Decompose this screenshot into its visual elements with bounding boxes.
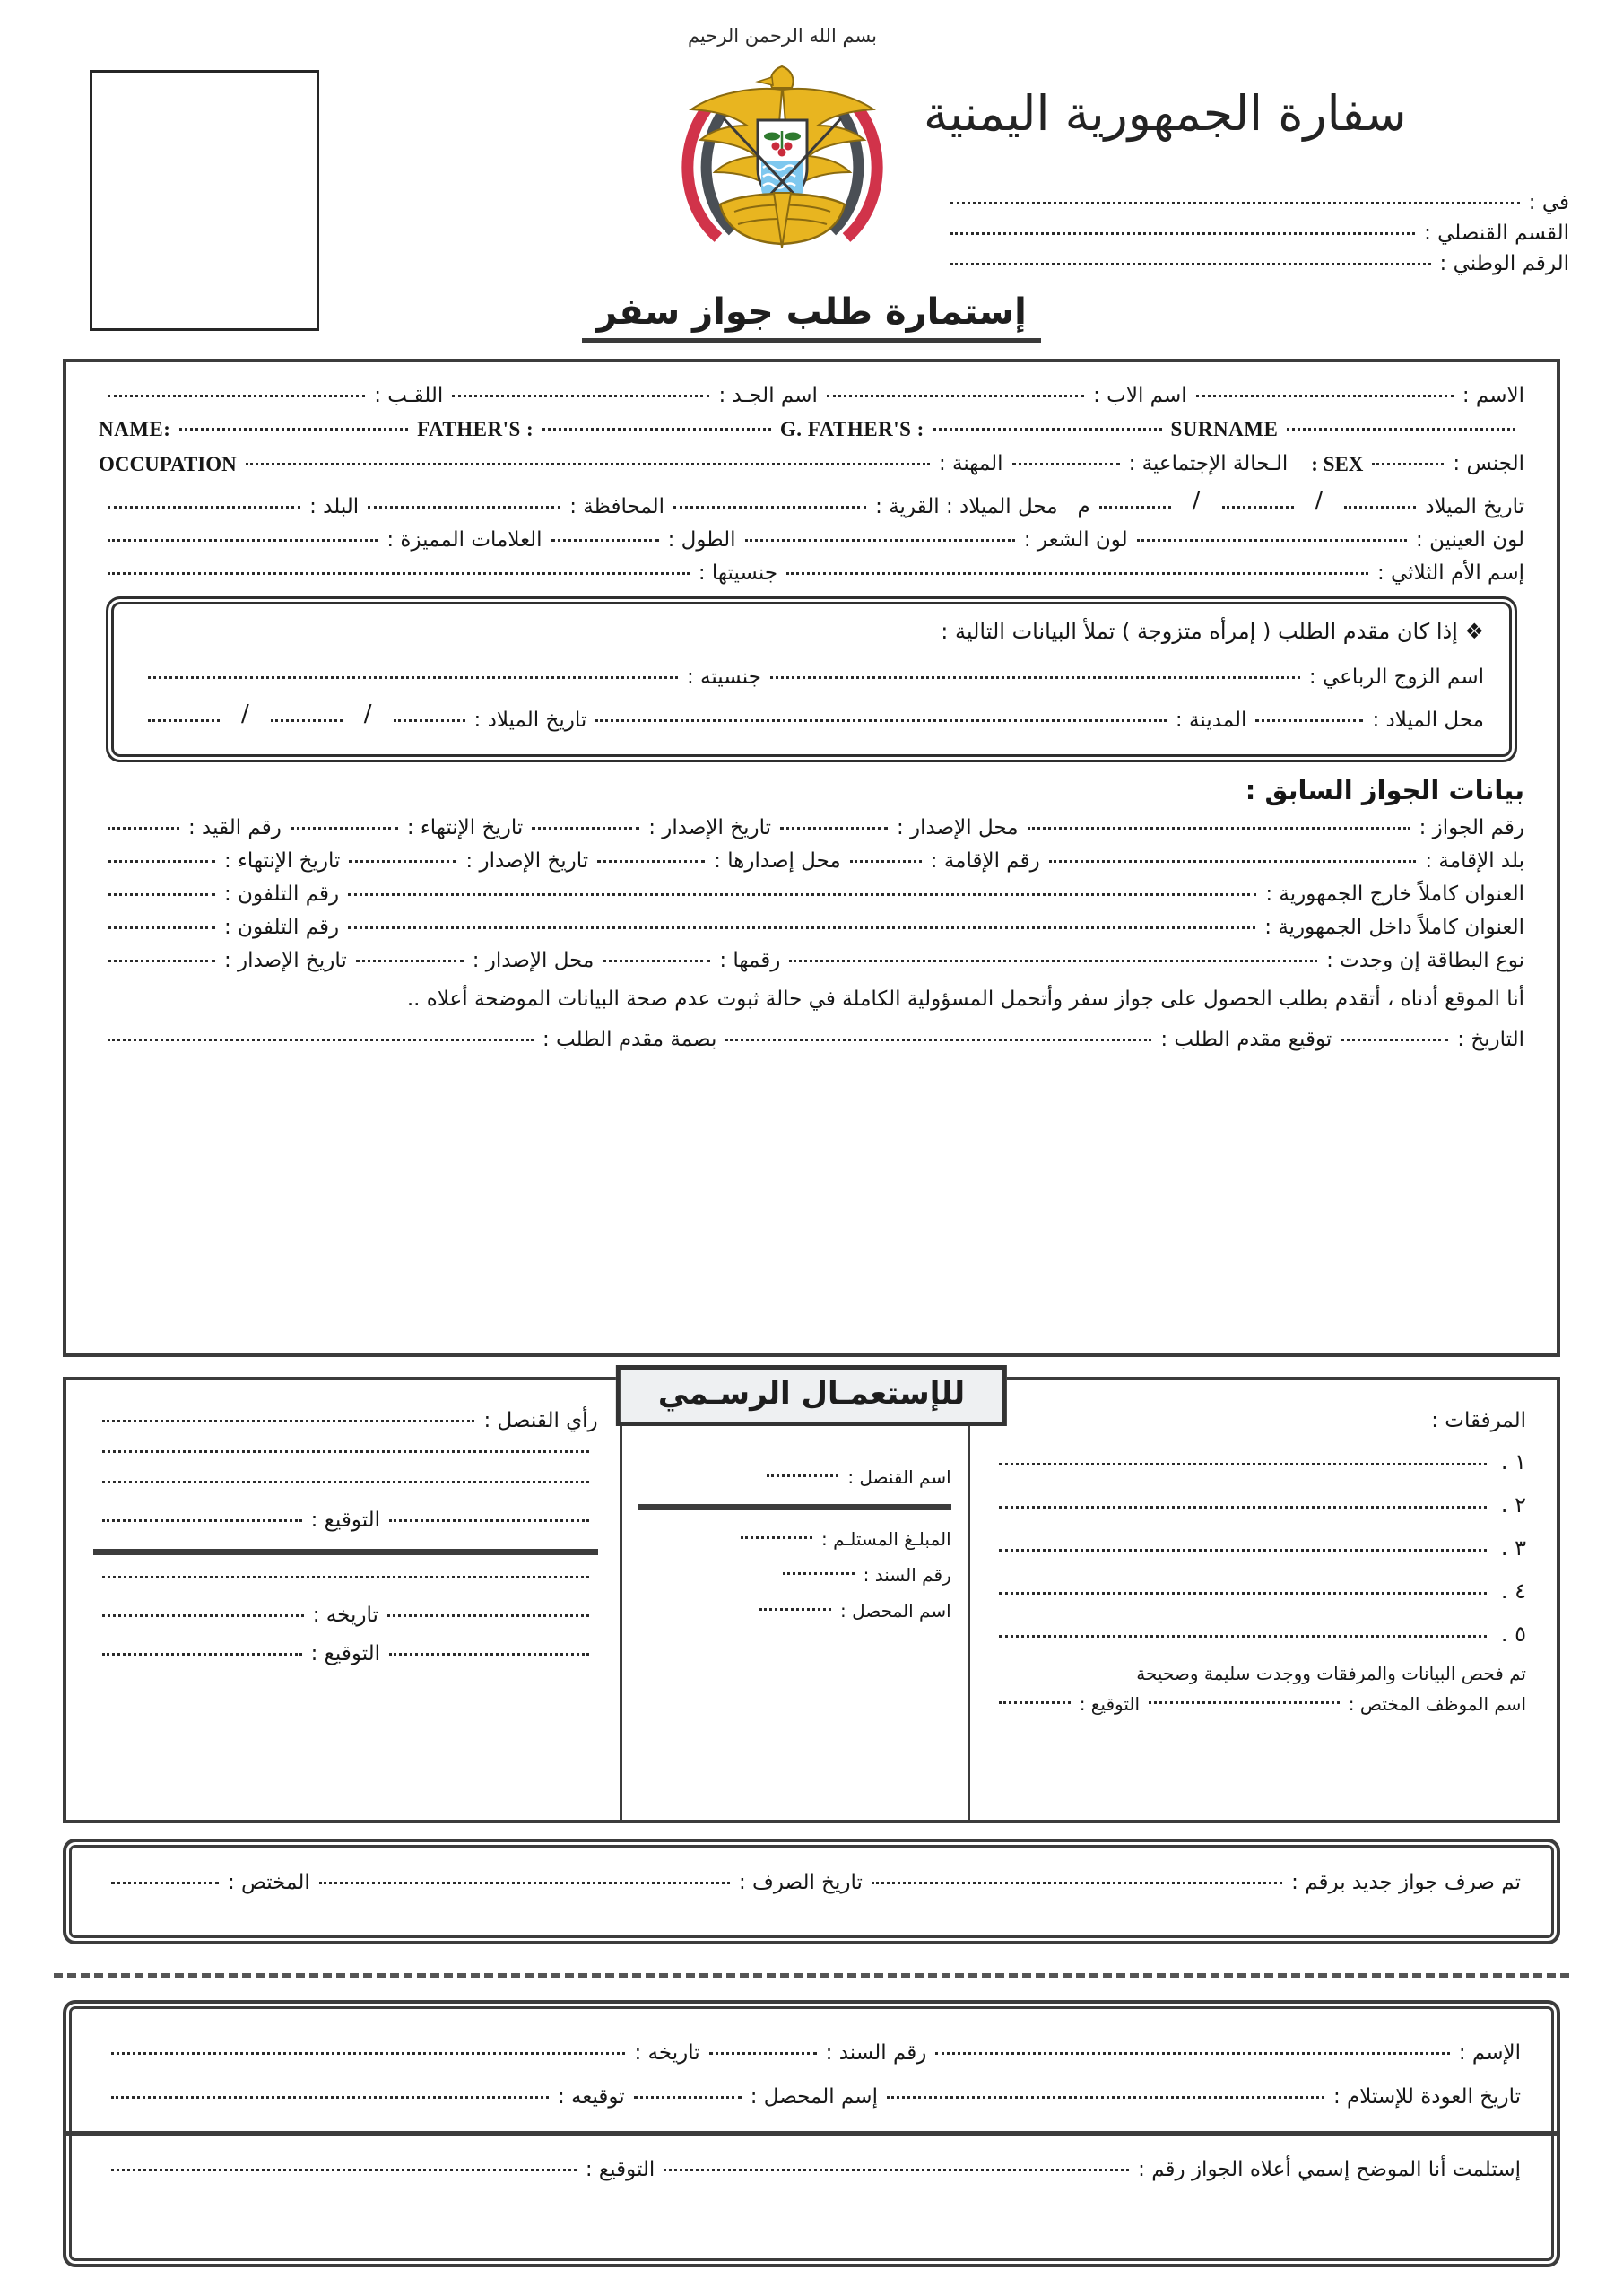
field-spouse-city-line[interactable] <box>595 718 1167 722</box>
field-consul-signature-line[interactable] <box>102 1518 302 1522</box>
attachment-number-3: ٣ . <box>1500 1535 1526 1561</box>
issued-passport-row <box>102 1873 1521 1893</box>
field-father-name-line[interactable] <box>827 394 1084 397</box>
field-father-name-label-en: FATHER'S : <box>417 418 534 440</box>
field-receipt-voucher-date-label: تاريخه : <box>634 2041 700 2065</box>
name-row-english <box>99 419 1524 439</box>
previous-passport-heading: بيانات الجواز السابق : <box>1245 775 1524 805</box>
birth-date-slash-2: / <box>1192 487 1201 514</box>
field-sex-line[interactable] <box>1372 462 1444 465</box>
field-amount-received-label: المبلـغ المستلـم : <box>820 1528 951 1550</box>
field-consul-signature2-label: التوقيع : <box>310 1642 381 1665</box>
spouse-birth-slash-1: / <box>363 700 372 727</box>
field-spouse-nationality-line[interactable] <box>148 675 678 679</box>
field-voucher-number-label: رقم السند : <box>863 1564 951 1586</box>
attachment-line-1[interactable] <box>999 1462 1487 1465</box>
field-sex-label-en: SEX : <box>1311 453 1364 475</box>
spouse-box-heading: ❖ إذا كان مقدم الطلب ( إمرأه متزوجة ) تملأ البيانات التالية : <box>941 619 1484 644</box>
field-address-abroad-label: العنوان كاملاً خارج الجمهورية : <box>1265 883 1524 906</box>
field-passport-number-label: رقم الجواز : <box>1419 816 1524 839</box>
column-divider-rule <box>638 1504 951 1510</box>
field-passport-expiry-date-line[interactable] <box>291 826 398 830</box>
form-title: إستمارة طلب جواز سفر <box>582 291 1041 343</box>
receipt-section <box>63 2000 1560 2267</box>
field-phone-abroad-label: رقم التلفون : <box>224 883 340 906</box>
verification-text: تم فحص البيانات والمرفقات ووجدت سليمة وصحيحة <box>1136 1663 1526 1684</box>
attachment-item-2 <box>990 1492 1526 1518</box>
receipt-divider <box>66 2131 1557 2136</box>
field-occupation-label: المهنة : <box>938 452 1003 475</box>
verification-signature-row <box>990 1695 1526 1713</box>
field-passport-issue-place-line[interactable] <box>780 826 888 830</box>
header-field-national-number-label: الرقم الوطني : <box>1439 252 1569 275</box>
field-declaration-date-line[interactable] <box>1341 1038 1448 1041</box>
receipt-extra-line[interactable] <box>102 1575 589 1578</box>
field-receipt-voucher-date-line[interactable] <box>111 2051 625 2055</box>
field-voucher-number-line[interactable] <box>783 1571 855 1575</box>
field-consul-signature-line-left[interactable] <box>389 1518 589 1522</box>
field-issue-date-label: تاريخ الصرف : <box>738 1871 863 1894</box>
field-birth-date-label: تاريخ الميلاد <box>1425 495 1524 518</box>
field-collector-name-label: اسم المحصل : <box>839 1600 951 1622</box>
consul-signature-row-2 <box>93 1644 598 1665</box>
field-receipt-name-label: الإسم : <box>1458 2041 1521 2065</box>
applicant-data-section <box>63 359 1560 1357</box>
header-field-consular-section <box>942 223 1569 244</box>
attachment-item-5 <box>990 1622 1526 1647</box>
attachment-line-4[interactable] <box>999 1591 1487 1595</box>
field-new-passport-number-label: تم صرف جواز جديد برقم : <box>1291 1871 1521 1894</box>
attachment-line-2[interactable] <box>999 1505 1487 1509</box>
header-field-national-number <box>942 254 1569 274</box>
page-title: سفارة الجمهورية اليمنية <box>924 85 1407 142</box>
field-name-label: الاسم : <box>1462 384 1524 407</box>
consul-section-rule <box>93 1549 598 1555</box>
voucher-number-row <box>638 1566 951 1584</box>
consul-opinion-column <box>66 1380 620 1820</box>
field-registration-number-label: رقم القيد : <box>188 816 282 839</box>
attachment-number-2: ٢ . <box>1500 1492 1526 1518</box>
field-birth-place-village-line[interactable] <box>673 505 866 509</box>
field-card-type-line[interactable] <box>789 959 1317 962</box>
attachment-number-5: ٥ . <box>1500 1622 1526 1647</box>
field-residence-expiry-date-label: تاريخ الإنتهاء : <box>224 849 341 873</box>
field-eye-color-label: لون العينين : <box>1416 528 1524 552</box>
field-acknowledgement-line[interactable] <box>664 2168 1129 2171</box>
header-field-national-number-line[interactable] <box>950 262 1431 265</box>
field-spouse-name-line[interactable] <box>770 675 1300 679</box>
field-receipt-collector-signature-label: توقيعه : <box>558 2085 625 2109</box>
field-passport-issue-place-label: محل الإصدار : <box>897 816 1019 839</box>
field-issue-date-line[interactable] <box>319 1881 730 1884</box>
field-country-line[interactable] <box>108 505 300 509</box>
declaration-text: أنا الموقع أدناه ، أتقدم بطلب الحصول على جواز سفر وأتحمل المسؤولية الكاملة في حالة ثبوت عدم صحة البيانات الموضحة أعلاه .. <box>406 987 1524 1011</box>
field-spouse-nationality-label: جنسيته : <box>686 665 761 689</box>
field-birth-place-village-label: محل الميلاد : القرية : <box>875 495 1058 518</box>
field-consul-date-line-left[interactable] <box>387 1613 589 1617</box>
field-receipt-voucher-line[interactable] <box>709 2051 817 2055</box>
consul-name-row <box>638 1468 951 1486</box>
issued-passport-section <box>63 1839 1560 1944</box>
field-acknowledgement-label: إستلمت أنا الموضح إسمي أعلاه الجواز رقم : <box>1138 2158 1521 2181</box>
field-phone-abroad-line[interactable] <box>108 892 215 896</box>
field-issuing-officer-line[interactable] <box>111 1881 219 1884</box>
field-name-line-en[interactable] <box>179 427 408 430</box>
field-consul-name-label: اسم القنصل : <box>847 1466 951 1488</box>
field-governorate-line[interactable] <box>368 505 560 509</box>
field-name-line[interactable] <box>1196 394 1454 397</box>
header-field-consular-section-line[interactable] <box>950 231 1415 235</box>
address-abroad-row <box>99 884 1524 905</box>
field-consul-signature-label: التوقيع : <box>310 1509 381 1532</box>
bismillah-calligraphy: بسم الله الرحمن الرحيم <box>687 25 878 47</box>
declaration-signature-row <box>99 1027 1524 1051</box>
field-officer-signature-label: التوقيع : <box>1079 1693 1141 1715</box>
header-field-place <box>942 193 1569 213</box>
attachments-label: المرفقات : <box>1431 1409 1526 1432</box>
attachments-column <box>970 1380 1557 1820</box>
collector-name-row <box>638 1602 951 1620</box>
field-sex-label: الجنس : <box>1453 452 1524 475</box>
name-row-arabic <box>99 386 1524 406</box>
field-height-line[interactable] <box>551 538 659 542</box>
spouse-birth-row <box>139 700 1484 731</box>
field-spouse-birth-place-line[interactable] <box>1255 718 1363 722</box>
attachment-item-1 <box>990 1449 1526 1474</box>
field-spouse-birth-place-label: محل الميلاد : <box>1372 709 1484 732</box>
field-consul-date-label: تاريخه : <box>312 1604 378 1627</box>
previous-passport-row-2 <box>99 851 1524 872</box>
consul-date-row <box>93 1605 598 1626</box>
field-spouse-birth-month-line[interactable] <box>271 718 343 722</box>
field-governorate-label: المحافظة : <box>569 495 665 518</box>
spouse-name-row <box>139 667 1484 688</box>
field-officer-name-line[interactable] <box>1149 1700 1340 1704</box>
field-passport-expiry-date-label: تاريخ الإنتهاء : <box>406 816 524 839</box>
field-passport-issue-date-line[interactable] <box>532 826 639 830</box>
field-receipt-name-line[interactable] <box>935 2051 1449 2055</box>
field-consul-opinion-line-2[interactable] <box>102 1449 589 1453</box>
field-card-number-line[interactable] <box>603 959 710 962</box>
field-eye-color-line[interactable] <box>1137 538 1407 542</box>
field-card-number-label: رقمها : <box>719 949 781 972</box>
field-birth-day-line[interactable] <box>1344 505 1416 509</box>
mother-row <box>99 563 1524 584</box>
field-residence-issue-place-line[interactable] <box>597 859 705 863</box>
field-consul-opinion-label: رأي القنصل : <box>483 1409 598 1432</box>
field-spouse-birth-day-line[interactable] <box>394 718 465 722</box>
field-phone-home-label: رقم التلفون : <box>224 916 340 939</box>
field-residence-country-line[interactable] <box>1049 859 1417 863</box>
field-mother-nationality-label: جنسيتها : <box>698 561 778 585</box>
field-mother-name-line[interactable] <box>786 571 1368 575</box>
field-spouse-name-label: اسم الزوج الرباعي : <box>1308 665 1484 689</box>
field-residence-number-label: رقم الإقامة : <box>930 849 1040 873</box>
field-surname-line-en[interactable] <box>1287 427 1515 430</box>
field-card-type-label: نوع البطاقة إن وجدت : <box>1326 949 1524 972</box>
field-acknowledgement-signature-label: التوقيع : <box>585 2158 655 2181</box>
field-country-label: البلد : <box>309 495 360 518</box>
birth-row <box>99 487 1524 517</box>
field-residence-country-label: بلد الإقامة : <box>1425 849 1524 873</box>
field-card-issue-place-label: محل الإصدار : <box>472 949 595 972</box>
yemen-eagle-emblem <box>668 54 897 251</box>
field-consul-date-line[interactable] <box>102 1613 304 1617</box>
attachments-heading-row <box>990 1411 1526 1431</box>
field-name-label-en: NAME: <box>99 418 171 440</box>
field-father-name-label: اسم الاب : <box>1093 384 1187 407</box>
field-residence-expiry-date-line[interactable] <box>108 859 215 863</box>
field-grandfather-name-label: اسم الجـد : <box>718 384 818 407</box>
id-card-row <box>99 951 1524 971</box>
field-consul-signature2-line[interactable] <box>102 1652 302 1656</box>
attachment-item-4 <box>990 1578 1526 1604</box>
field-birth-era-label: م <box>1077 495 1090 518</box>
field-residence-issue-place-label: محل إصدارها : <box>714 849 841 873</box>
attachment-number-4: ٤ . <box>1500 1578 1526 1604</box>
field-marital-status-label: الـحالة الإجتماعية : <box>1128 452 1289 475</box>
consul-opinion-row-1 <box>93 1411 598 1431</box>
field-address-home-line[interactable] <box>348 926 1255 929</box>
consul-opinion-row-3 <box>93 1480 598 1492</box>
consul-signature-row <box>93 1510 598 1531</box>
field-spouse-birth-date-label: تاريخ الميلاد : <box>473 709 587 732</box>
field-height-label: الطول : <box>667 528 736 552</box>
previous-passport-row-1 <box>99 818 1524 839</box>
field-phone-home-line[interactable] <box>108 926 215 929</box>
field-grandfather-name-line[interactable] <box>452 394 709 397</box>
field-father-name-line-en[interactable] <box>542 427 771 430</box>
field-address-home-label: العنوان كاملاً داخل الجمهورية : <box>1264 916 1524 939</box>
attachment-line-3[interactable] <box>999 1548 1487 1552</box>
field-registration-number-line[interactable] <box>108 826 179 830</box>
field-surname-label-en: SURNAME <box>1170 418 1279 440</box>
field-consul-signature2-line-left[interactable] <box>389 1652 589 1656</box>
field-applicant-fingerprint-line[interactable] <box>108 1038 534 1041</box>
field-return-date-label: تاريخ العودة للإستلام : <box>1332 2085 1521 2109</box>
field-applicant-signature-label: توقيع مقدم الطلب : <box>1160 1027 1332 1051</box>
field-declaration-date-label: التاريخ : <box>1457 1027 1524 1051</box>
field-card-issue-date-line[interactable] <box>108 959 215 962</box>
field-mother-name-label: إسم الأم الثلاثي : <box>1376 561 1524 585</box>
features-row <box>99 530 1524 551</box>
field-mother-nationality-line[interactable] <box>108 571 690 575</box>
field-applicant-signature-line[interactable] <box>725 1038 1151 1041</box>
field-residence-issue-date-label: تاريخ الإصدار : <box>465 849 589 873</box>
field-officer-name-label: اسم الموظف المختص : <box>1348 1693 1526 1715</box>
amount-received-row <box>638 1530 951 1548</box>
field-receipt-collector-line[interactable] <box>634 2095 742 2099</box>
field-birth-year-line[interactable] <box>1099 505 1171 509</box>
attachment-line-5[interactable] <box>999 1634 1487 1638</box>
field-consul-name-line[interactable] <box>767 1474 838 1477</box>
field-address-abroad-line[interactable] <box>348 892 1256 896</box>
field-card-issue-place-line[interactable] <box>356 959 464 962</box>
field-marital-status-line[interactable] <box>1012 462 1120 465</box>
header-field-place-line[interactable] <box>950 201 1520 204</box>
field-occupation-line[interactable] <box>246 462 930 465</box>
attachment-number-1: ١ . <box>1500 1449 1526 1474</box>
spouse-data-box <box>106 596 1517 762</box>
field-receipt-collector-signature-line[interactable] <box>111 2095 549 2099</box>
receipt-row-1 <box>102 2043 1521 2064</box>
field-residence-number-line[interactable] <box>850 859 922 863</box>
field-applicant-fingerprint-label: بصمة مقدم الطلب : <box>542 1027 717 1051</box>
field-officer-signature-line[interactable] <box>999 1700 1071 1704</box>
field-acknowledgement-signature-line[interactable] <box>111 2168 577 2171</box>
field-new-passport-number-line[interactable] <box>872 1881 1282 1884</box>
field-grandfather-name-label-en: G. FATHER'S : <box>779 418 924 440</box>
birth-date-slash-1: / <box>1315 487 1324 514</box>
field-return-date-line[interactable] <box>887 2095 1324 2099</box>
cut-here-dashed-line <box>54 1973 1569 1978</box>
form-title-wrap <box>0 291 1623 343</box>
field-spouse-birth-year-line[interactable] <box>148 718 220 722</box>
field-issuing-officer-label: المختص : <box>228 1871 310 1894</box>
field-distinguishing-marks-line[interactable] <box>108 538 378 542</box>
header-field-consular-section-label: القسم القنصلي : <box>1424 222 1569 245</box>
field-occupation-label-en: OCCUPATION <box>99 453 237 475</box>
field-consul-opinion-line-1[interactable] <box>102 1419 474 1422</box>
receipt-extra-row <box>93 1575 598 1587</box>
field-distinguishing-marks-label: العلامات المميزة : <box>386 528 542 552</box>
field-spouse-city-label: المدينة : <box>1175 709 1247 732</box>
field-surname-line[interactable] <box>108 394 365 397</box>
field-amount-received-line[interactable] <box>741 1535 812 1539</box>
official-use-section <box>63 1377 1560 1823</box>
field-residence-issue-date-line[interactable] <box>349 859 456 863</box>
field-hair-color-label: لون الشعر : <box>1023 528 1128 552</box>
receipt-row-2 <box>102 2087 1521 2108</box>
consul-fees-column <box>620 1380 970 1820</box>
address-home-row <box>99 918 1524 938</box>
header-fields <box>942 193 1569 284</box>
receipt-row-3 <box>102 2160 1521 2180</box>
attachment-item-3 <box>990 1535 1526 1561</box>
field-receipt-voucher-label: رقم السند : <box>825 2041 927 2065</box>
field-hair-color-line[interactable] <box>745 538 1015 542</box>
field-grandfather-name-line-en[interactable] <box>933 427 1162 430</box>
field-birth-month-line[interactable] <box>1222 505 1294 509</box>
consul-opinion-row-2 <box>93 1449 598 1462</box>
spouse-birth-slash-2: / <box>241 700 249 727</box>
field-collector-name-line[interactable] <box>759 1607 831 1611</box>
field-passport-issue-date-label: تاريخ الإصدار : <box>648 816 771 839</box>
official-use-badge: للإستعمـال الرسـمي <box>616 1365 1007 1426</box>
field-card-issue-date-label: تاريخ الإصدار : <box>224 949 347 972</box>
field-receipt-collector-label: إسم المحصل : <box>750 2085 878 2109</box>
field-surname-label: اللقـب : <box>374 384 444 407</box>
sex-marital-occupation-row <box>99 454 1524 474</box>
field-passport-number-line[interactable] <box>1028 826 1410 830</box>
header-field-place-label: في : <box>1528 191 1569 214</box>
field-consul-opinion-line-3[interactable] <box>102 1480 589 1483</box>
